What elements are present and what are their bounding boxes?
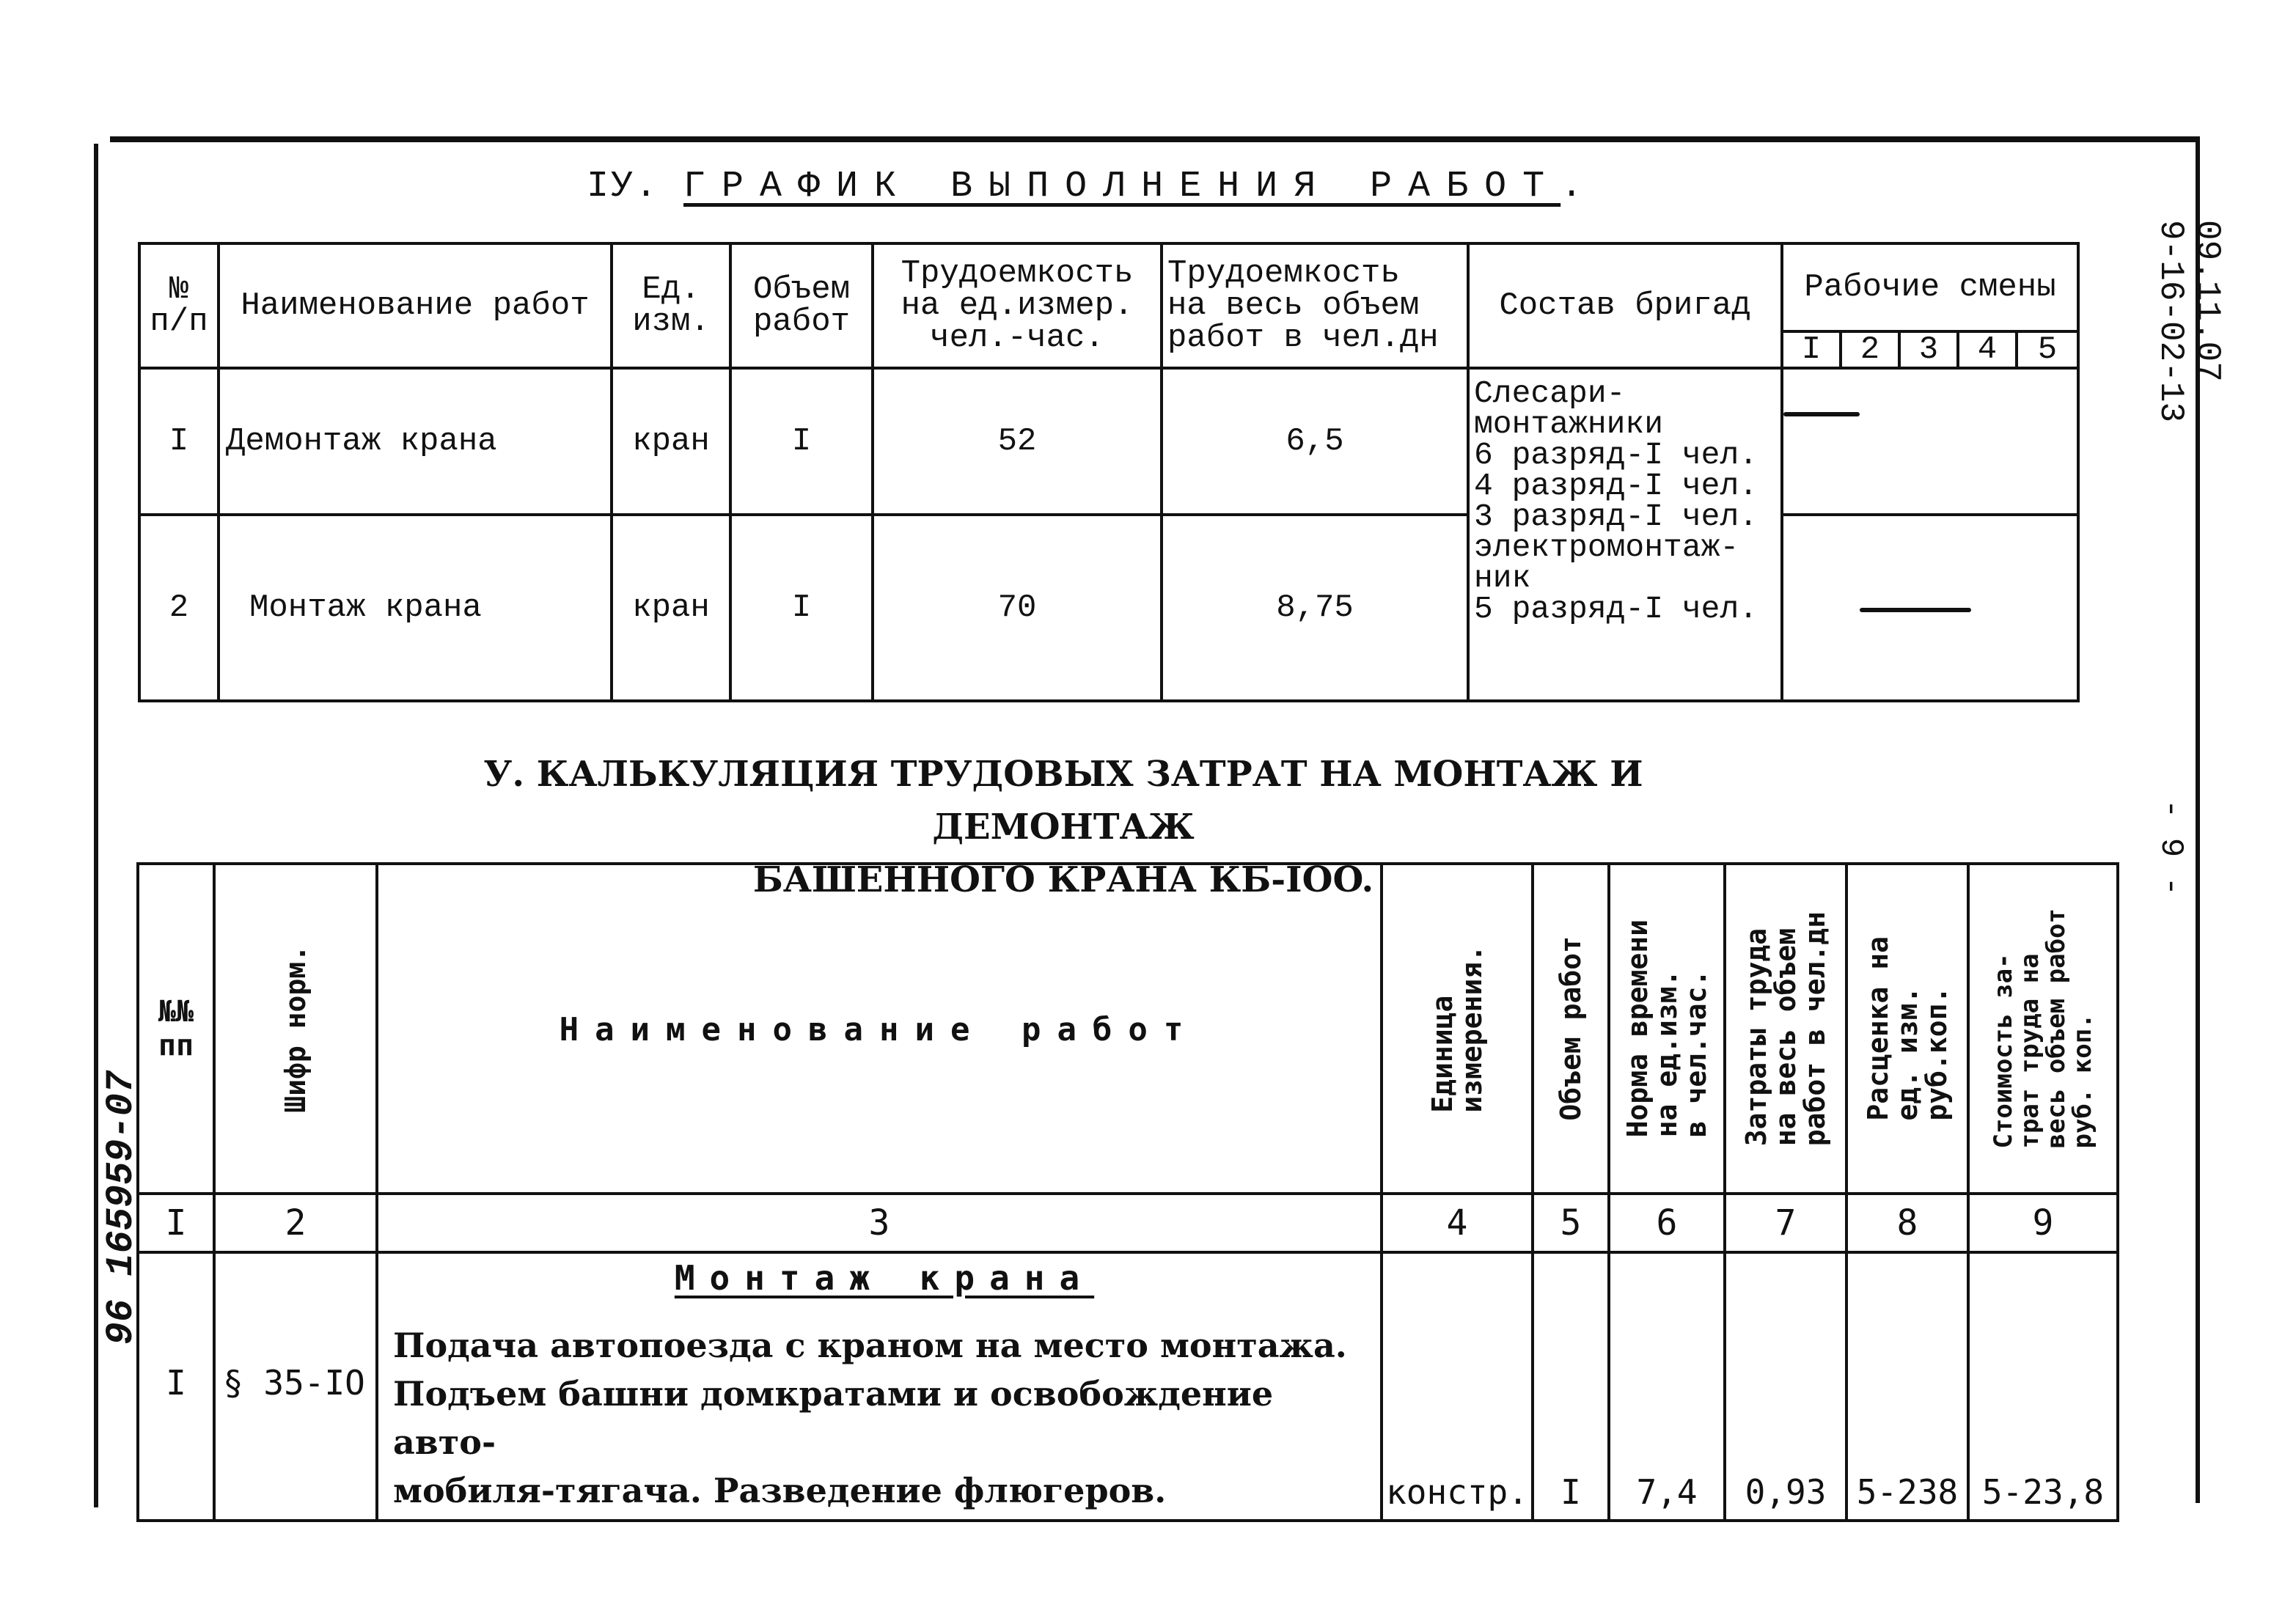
right-margin-note-line2: 9-16-02-13 <box>2152 220 2190 423</box>
calc-header-name <box>377 864 1382 1194</box>
schedule-header-labor-unit <box>873 243 1162 368</box>
calc-row-num: I <box>138 1252 214 1521</box>
calc-header-labor-text <box>1742 911 1830 1146</box>
column-number: 5 <box>1533 1194 1609 1252</box>
schedule-row-name: Демонтаж крана <box>219 368 612 515</box>
calc-header-num <box>138 864 214 1194</box>
calc-header-norm-text <box>1623 919 1711 1137</box>
crew-line: монтажники <box>1474 406 1664 442</box>
calc-header-labor-line1: Затраты труда <box>1740 927 1772 1147</box>
schedule-header-name-text: Наименование работ <box>241 287 590 324</box>
calc-header-cost-line4: руб. коп. <box>2068 1013 2097 1149</box>
calc-row-labor: 0,93 <box>1725 1252 1846 1521</box>
schedule-header-crew-text: Состав бригад <box>1499 287 1751 324</box>
schedule-header-labor-unit-line3: чел.-час. <box>930 320 1104 356</box>
schedule-title-main: ГРАФИК ВЫПОЛНЕНИЯ РАБОТ <box>683 166 1561 207</box>
calc-row <box>138 1252 2118 1521</box>
schedule-row-volume: I <box>730 515 873 701</box>
calc-header-norm-line1: Норма времени <box>1621 919 1654 1138</box>
calc-header-volume-text: Объем работ <box>1555 936 1587 1121</box>
column-number: 7 <box>1725 1194 1846 1252</box>
schedule-row-volume: I <box>730 368 873 515</box>
schedule-header-unit <box>612 243 730 368</box>
calculation-title-line1: У. КАЛЬКУЛЯЦИЯ ТРУДОВЫХ ЗАТРАТ НА МОНТАЖ И ДЕМОНТАЖ <box>483 754 1643 848</box>
schedule-row-unit: кран <box>612 515 730 701</box>
column-number: 8 <box>1846 1194 1968 1252</box>
schedule-row-name: Монтаж крана <box>219 515 612 701</box>
calc-header-unit-text <box>1428 945 1486 1113</box>
schedule-header-labor-total-line2: на весь объем <box>1167 287 1420 324</box>
shift-bar-montazh <box>1860 608 1971 612</box>
calc-header-norm-line2: на ед.изм. <box>1651 969 1683 1138</box>
crew-line: 4 разряд-I чел. <box>1474 468 1758 504</box>
calc-header-num-line2: пп <box>158 1029 194 1062</box>
calc-header-unit <box>1382 864 1533 1194</box>
schedule-crew-cell <box>1468 368 1782 701</box>
calc-header-cost <box>1968 864 2118 1194</box>
schedule-row <box>139 515 2078 701</box>
schedule-header-labor-total-line1: Трудоемкость <box>1167 255 1400 292</box>
schedule-header-volume-line1: Объем <box>752 271 851 308</box>
schedule-row-unit: кран <box>612 368 730 515</box>
column-number: 3 <box>377 1194 1382 1252</box>
calc-row-volume: I <box>1533 1252 1609 1521</box>
crew-line: 3 разряд-I чел. <box>1474 499 1758 534</box>
calc-column-numbers-row <box>138 1194 2118 1252</box>
schedule-header-shifts <box>1782 243 2078 331</box>
calc-header-labor-line3: работ в чел.дн <box>1799 911 1831 1147</box>
calc-header-norm <box>1609 864 1725 1194</box>
shift-number: 5 <box>2017 331 2078 368</box>
calc-header-cost-line1: Стоимость за- <box>1989 953 2018 1149</box>
schedule-row <box>139 368 2078 515</box>
calc-row-description-line: Подача автопоезда с краном на место монтажа. <box>393 1326 1347 1365</box>
calc-row-code: § 35-IO <box>214 1252 377 1521</box>
column-number: 4 <box>1382 1194 1533 1252</box>
shift-chart-row-1 <box>1782 368 2078 515</box>
schedule-row-labor-unit: 52 <box>873 368 1162 515</box>
schedule-title <box>587 166 1585 207</box>
calc-row-rate: 5-238 <box>1846 1252 1968 1521</box>
shift-number: 2 <box>1841 331 1899 368</box>
frame-top-border <box>110 136 2200 142</box>
calc-header-name-text: Наименование работ <box>559 1011 1200 1048</box>
calc-row-cost: 5-23,8 <box>1968 1252 2118 1521</box>
schedule-header-num-line2: п/п <box>150 304 208 340</box>
calc-header-volume <box>1533 864 1609 1194</box>
calc-header-norm-line3: в чел.час. <box>1680 969 1712 1138</box>
crew-line: ник <box>1474 560 1531 596</box>
schedule-header-labor-unit-line2: на ед.измер. <box>901 287 1134 324</box>
crew-line: Слесари- <box>1474 375 1626 411</box>
calc-header-rate-line3: руб.коп. <box>1921 986 1953 1121</box>
calc-header-num-line1: №№ <box>158 995 194 1029</box>
calc-header-code-text: Шифр норм. <box>279 944 312 1113</box>
shift-number: I <box>1782 331 1841 368</box>
calc-header-unit-line2: измерения. <box>1456 944 1488 1113</box>
schedule-header-shifts-text: Рабочие смены <box>1804 269 2056 306</box>
schedule-header-volume <box>730 243 873 368</box>
calculation-table <box>136 862 2119 1522</box>
schedule-row-labor-total: 8,75 <box>1162 515 1468 701</box>
schedule-header-num-line1: № <box>169 271 189 308</box>
schedule-header-labor-total <box>1162 243 1468 368</box>
schedule-row-labor-unit: 70 <box>873 515 1162 701</box>
shift-chart-row-2 <box>1782 515 2078 701</box>
schedule-row-labor-total: 6,5 <box>1162 368 1468 515</box>
calc-header-unit-line1: Единица <box>1426 995 1459 1113</box>
calc-header-rate-line1: Расценка на <box>1862 936 1894 1121</box>
schedule-header-num <box>139 243 219 368</box>
schedule-header-unit-line2: изм. <box>632 304 710 340</box>
page-number: - 9 - <box>2152 799 2189 897</box>
schedule-title-suffix: . <box>1560 166 1585 207</box>
shift-number: 4 <box>1958 331 2017 368</box>
schedule-table <box>138 242 2080 702</box>
schedule-header-unit-line1: Ед. <box>642 271 700 308</box>
calc-header-rate-text <box>1863 936 1951 1121</box>
schedule-header-name <box>219 243 612 368</box>
schedule-row-num: 2 <box>139 515 219 701</box>
calc-row-description <box>377 1252 1382 1521</box>
schedule-title-prefix: IУ. <box>587 166 660 207</box>
calc-row-description-line: Подъем башни домкратами и освобождение авто- <box>393 1374 1274 1462</box>
calc-header-labor <box>1725 864 1846 1194</box>
calc-header-cost-line3: весь объем работ <box>2042 908 2071 1149</box>
schedule-row-num: I <box>139 368 219 515</box>
schedule-header-crew <box>1468 243 1782 368</box>
calc-header-code <box>214 864 377 1194</box>
column-number: 2 <box>214 1194 377 1252</box>
shift-bar-demontazh <box>1783 412 1860 416</box>
schedule-header-labor-unit-line1: Трудоемкость <box>901 255 1134 292</box>
calculation-title-line2: БАШЕННОГО КРАНА КБ-IOO. <box>752 859 1374 900</box>
frame-left-border <box>94 144 98 1507</box>
calc-header-labor-line2: на весь объем <box>1769 927 1802 1147</box>
calc-header-rate-line2: ед. изм. <box>1891 986 1923 1121</box>
shift-number: 3 <box>1899 331 1958 368</box>
schedule-header-volume-line2: работ <box>752 304 851 340</box>
calc-row-description-line: мобиля-тягача. Разведение флюгеров. <box>393 1471 1167 1510</box>
left-margin-note: 96 165959-07 <box>100 1070 143 1345</box>
calc-header-rate <box>1846 864 1968 1194</box>
column-number: 9 <box>1968 1194 2118 1252</box>
calc-row-unit: констр. <box>1382 1252 1533 1521</box>
crew-line: 5 разряд-I чел. <box>1474 591 1758 627</box>
calc-header-cost-line2: трат труда на <box>2015 953 2044 1149</box>
right-margin-note-line1: 09.11.07 <box>2188 220 2226 382</box>
right-margin-note <box>2152 220 2226 422</box>
calc-header-cost-text <box>1990 908 2096 1149</box>
crew-line: 6 разряд-I чел. <box>1474 437 1758 473</box>
column-number: 6 <box>1609 1194 1725 1252</box>
calc-row-norm: 7,4 <box>1609 1252 1725 1521</box>
crew-line: электромонтаж- <box>1474 529 1739 565</box>
column-number: I <box>138 1194 214 1252</box>
calc-section-title: Монтаж крана <box>674 1258 1095 1298</box>
schedule-header-labor-total-line3: работ в чел.дн <box>1167 320 1439 356</box>
